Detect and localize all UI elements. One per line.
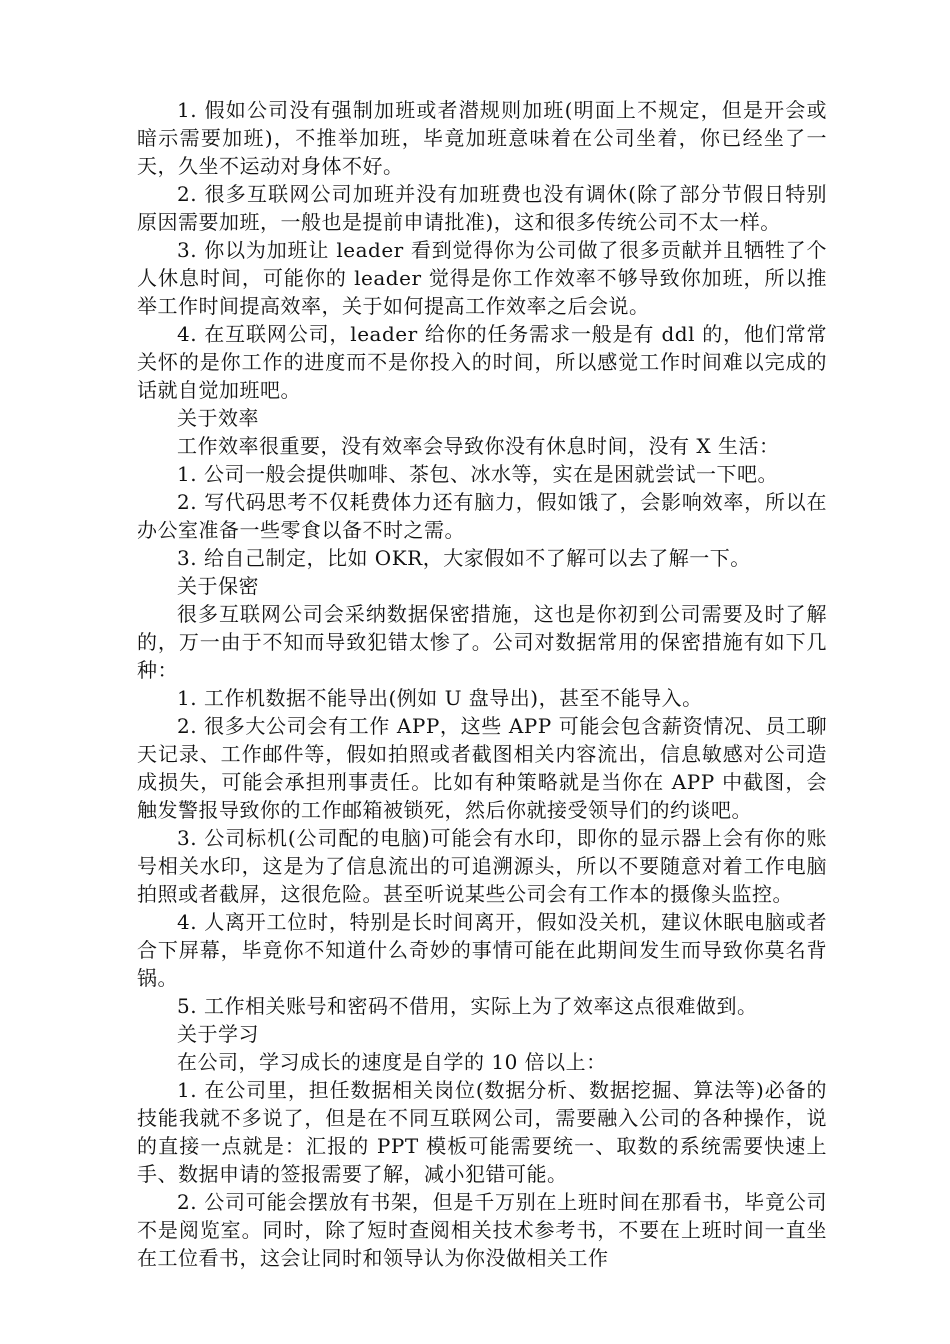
section-heading-learning: 关于学习 [177, 1022, 259, 1046]
paragraph-learning-intro: 在公司，学习成长的速度是自学的 10 倍以上： [177, 1050, 607, 1074]
paragraph-confidentiality-2: 2. 很多大公司会有工作 APP，这些 APP 可能会包含薪资情况、员工聊天记录、工作邮件等，假如拍照或者截图相关内容流出，信息敏感对公司造成损失，可能会承担刑事责任。比如有种策略就是当你在 APP 中截图，会触发警报导致你的工作邮箱被锁死，然后你就接受领导们的约谈吧。 [137, 714, 827, 822]
paragraph-efficiency-2: 2. 写代码思考不仅耗费体力还有脑力，假如饿了，会影响效率，所以在办公室准备一些零食以备不时之需。 [137, 490, 827, 542]
paragraph-learning-2: 2. 公司可能会摆放有书架，但是千万别在上班时间在那看书，毕竟公司不是阅览室。同时，除了短时查阅相关技术参考书，不要在上班时间一直坐在工位看书，这会让同时和领导认为你没做相关工作 [137, 1190, 827, 1270]
paragraph-efficiency-intro: 工作效率很重要，没有效率会导致你没有休息时间，没有 X 生活： [177, 434, 780, 458]
document-body [137, 96, 827, 1272]
paragraph-overtime-4: 4. 在互联网公司，leader 给你的任务需求一般是有 ddl 的，他们常常关怀的是你工作的进度而不是你投入的时间，所以感觉工作时间难以完成的话就自觉加班吧。 [137, 322, 827, 402]
section-heading-confidentiality: 关于保密 [177, 574, 259, 598]
paragraph-efficiency-3: 3. 给自己制定，比如 OKR，大家假如不了解可以去了解一下。 [177, 546, 751, 570]
paragraph-overtime-1: 1. 假如公司没有强制加班或者潜规则加班(明面上不规定，但是开会或暗示需要加班)，不推举加班，毕竟加班意味着在公司坐着，你已经坐了一天，久坐不运动对身体不好。 [137, 98, 827, 178]
paragraph-confidentiality-5: 5. 工作相关账号和密码不借用，实际上为了效率这点很难做到。 [177, 994, 758, 1018]
paragraph-learning-1: 1. 在公司里，担任数据相关岗位(数据分析、数据挖掘、算法等)必备的技能我就不多说了，但是在不同互联网公司，需要融入公司的各种操作，说的直接一点就是：汇报的 PPT 模板可能需要统一、取数的系统需要快速上手、数据申请的签报需要了解，减小犯错可能。 [137, 1078, 827, 1186]
paragraph-confidentiality-intro: 很多互联网公司会采纳数据保密措施，这也是你初到公司需要及时了解的，万一由于不知而导致犯错太惨了。公司对数据常用的保密措施有如下几种： [137, 602, 827, 682]
paragraph-efficiency-1: 1. 公司一般会提供咖啡、茶包、冰水等，实在是困就尝试一下吧。 [177, 462, 778, 486]
section-heading-efficiency: 关于效率 [177, 406, 259, 430]
paragraph-overtime-2: 2. 很多互联网公司加班并没有加班费也没有调休(除了部分节假日特别原因需要加班，一般也是提前申请批准)，这和很多传统公司不太一样。 [137, 182, 827, 234]
paragraph-confidentiality-3: 3. 公司标机(公司配的电脑)可能会有水印，即你的显示器上会有你的账号相关水印，这是为了信息流出的可追溯源头，所以不要随意对着工作电脑拍照或者截屏，这很危险。甚至听说某些公司会有工作本的摄像头监控。 [137, 826, 827, 906]
paragraph-confidentiality-4: 4. 人离开工位时，特别是长时间离开，假如没关机，建议休眠电脑或者合下屏幕，毕竟你不知道什么奇妙的事情可能在此期间发生而导致你莫名背锅。 [137, 910, 827, 990]
paragraph-overtime-3: 3. 你以为加班让 leader 看到觉得你为公司做了很多贡献并且牺牲了个人休息时间，可能你的 leader 觉得是你工作效率不够导致你加班，所以推举工作时间提高效率，关于如何提高工作效率之后会说。 [137, 238, 827, 318]
paragraph-confidentiality-1: 1. 工作机数据不能导出(例如 U 盘导出)，甚至不能导入。 [177, 686, 703, 710]
